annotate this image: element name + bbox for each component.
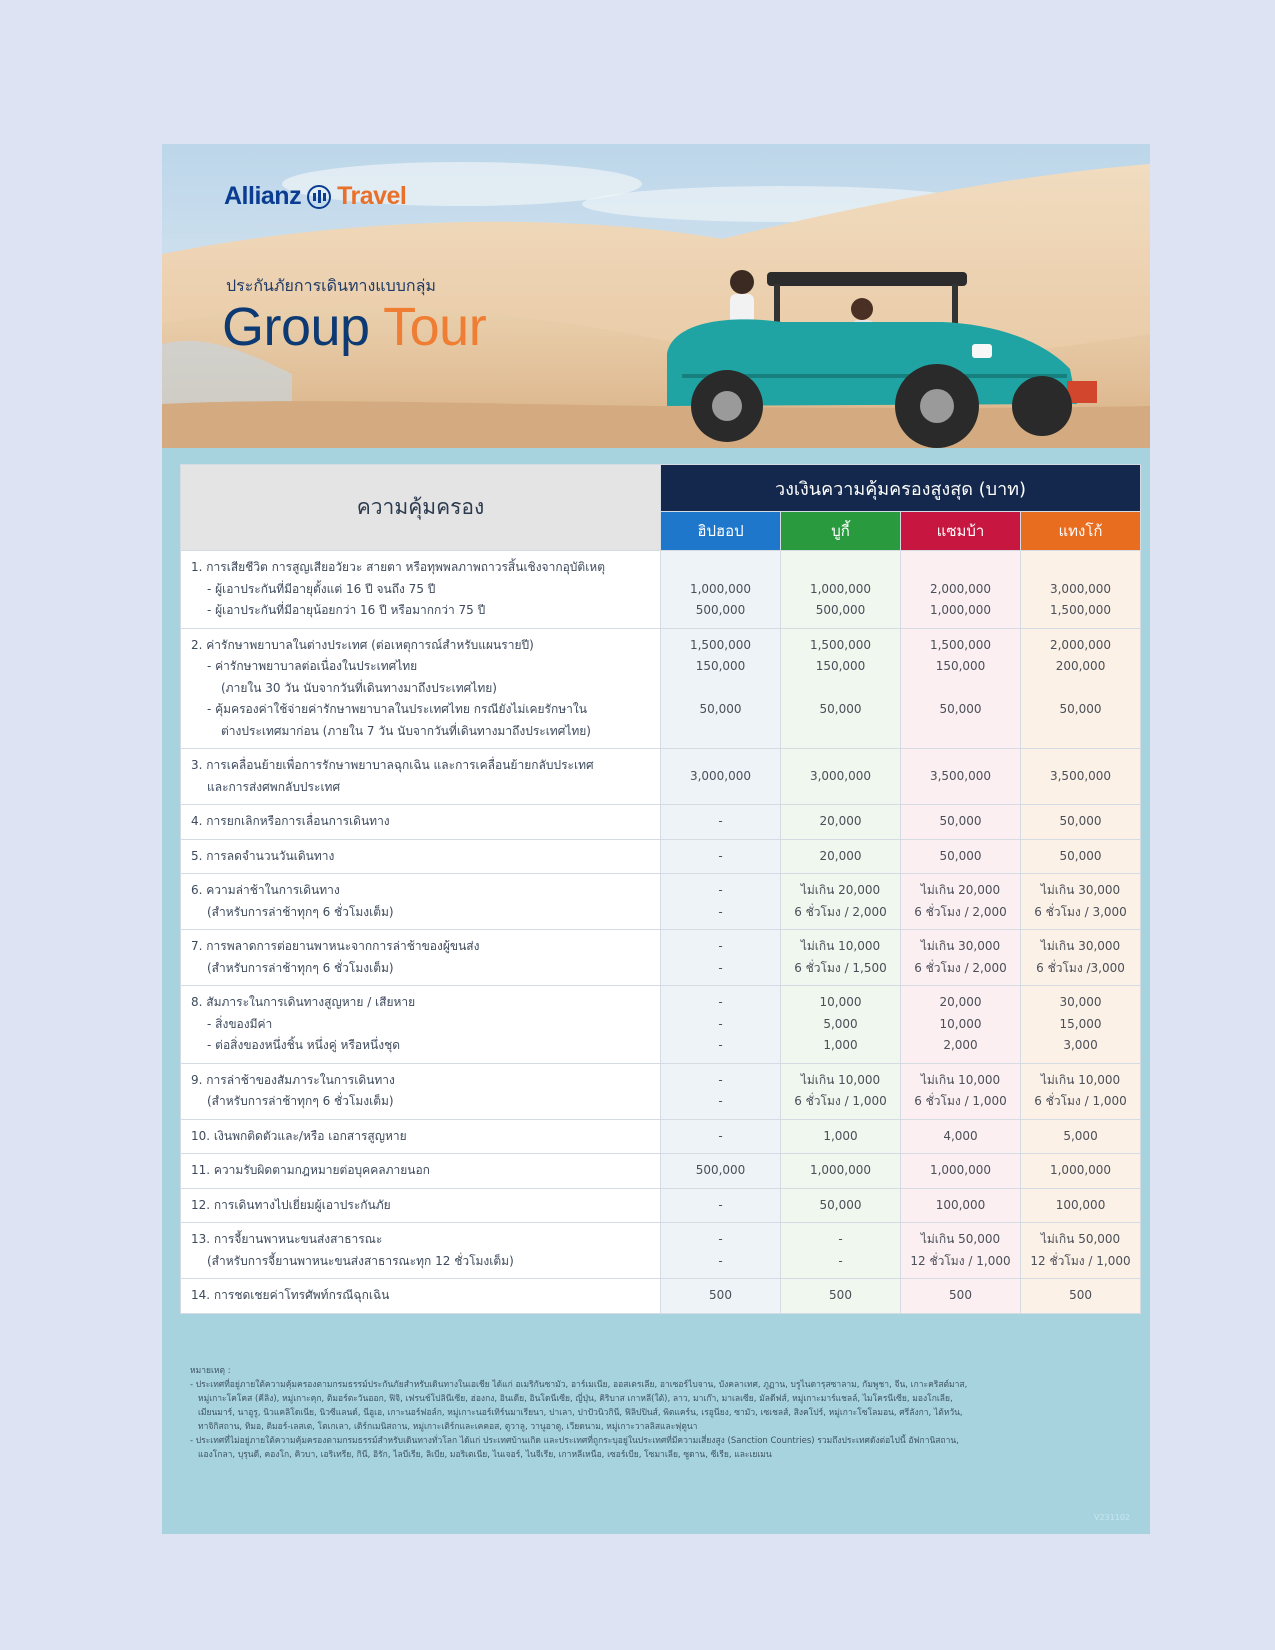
coverage-row [181,1279,1141,1314]
plan-value: 2,000 [943,1038,978,1052]
plan-value [663,557,778,579]
plan-value [903,678,1018,700]
plan-value: 500,000 [815,603,866,617]
coverage-description-line: (สำหรับการจี้ยานพาหนะขนส่งสาธารณะทุก 12 ชั่วโมงเต็ม) [207,1253,514,1268]
coverage-description-line: 2. ค่ารักษาพยาบาลในต่างประเทศ (ต่อเหตุการณ์สำหรับแผนรายปี) [191,637,534,652]
plan-value: 1,000,000 [929,1163,992,1177]
plan-header-tango: แทงโก้ [1021,512,1141,551]
plan-value-cell [781,628,901,749]
plan-value-cell [661,930,781,986]
plan-value: 5,000 [823,1016,858,1031]
coverage-row [181,1063,1141,1119]
plan-value: 1,000,000 [809,581,872,596]
coverage-description [181,986,661,1064]
plan-value: - [718,1253,723,1268]
plan-value: 10,000 [939,1016,982,1031]
plan-value-cell [1021,1279,1141,1314]
coverage-description-line: 3. การเคลื่อนย้ายเพื่อการรักษาพยาบาลฉุกเฉิน และการเคลื่อนย้ายกลับประเทศ [191,758,594,772]
title-tour: Tour [383,297,487,357]
plan-value-cell [1021,1223,1141,1279]
plan-value-cell [1021,1188,1141,1223]
plan-header-samba: แซมบ้า [901,512,1021,551]
footnote-line: ทาจิกิสถาน, ทิมอ, ติมอร์-เลสเต, โตเกเลา, เติร์กเมนิสถาน, หมู่เกาะเติร์กและเคคอส, ตูวาลู, วานูอาตู, เวียดนาม, หมู่เกาะวาลลิสและฟุตูนา [198,1422,698,1432]
allianz-travel-logo [224,182,406,211]
coverage-description-line: 5. การลดจำนวนวันเดินทาง [191,848,335,863]
plan-value: 1,000 [823,1038,858,1052]
plan-value-cell [1021,749,1141,805]
plan-value: 20,000 [819,848,862,863]
coverage-header: ความคุ้มครอง [181,465,661,551]
plan-value: 50,000 [699,702,742,716]
plan-value-cell [1021,1063,1141,1119]
plan-value: ไม่เกิน 10,000 [800,939,881,953]
plan-value: 6 ชั่วโมง / 1,500 [794,960,887,975]
coverage-description [181,1063,661,1119]
footnote-line: เมียนมาร์, นาอูรู, นิวแคลิโดเนีย, นิวซีแลนด์, นีอูเอ, เกาะนอร์ฟอล์ก, หมู่เกาะนอร์เทิร์นมาเรียนา, ปาเลา, ปาปัวนิวกินี, ฟิลิปปินส์, พิตแคร์น, เรอูนียง, ซามัว, เซเชลส์, สิงคโปร์, หมู่เกาะโซโลมอน, ศรีลังกา, ไต้หวัน, [198,1408,963,1418]
brochure-page [162,144,1150,1534]
plan-value: 3,500,000 [929,768,992,783]
footnotes [190,1364,1130,1462]
plan-value: ไม่เกิน 20,000 [920,883,1001,897]
document-code: V231102 [1093,1513,1130,1522]
coverage-table [180,464,1141,1314]
plan-value-cell [901,1223,1021,1279]
plan-value-cell [901,1188,1021,1223]
plan-header-hiphop: ฮิปฮอป [661,512,781,551]
plan-value [663,678,778,700]
coverage-description-line: - คุ้มครองค่าใช้จ่ายค่ารักษาพยาบาลในประเทศไทย กรณียังไม่เคยรักษาใน [207,702,587,716]
coverage-description-line: - ค่ารักษาพยาบาลต่อเนื่องในประเทศไทย [207,659,418,673]
plan-value: ไม่เกิน 30,000 [1040,883,1121,897]
plan-value: 50,000 [819,702,862,716]
plan-value-cell [781,930,901,986]
plan-value-cell [661,874,781,930]
plan-value: 50,000 [1059,702,1102,716]
plan-value [783,557,898,579]
plan-value: ไม่เกิน 10,000 [920,1072,1001,1087]
plan-value: 500 [949,1288,972,1302]
plan-value: 150,000 [815,659,866,673]
plan-value: 3,000,000 [809,768,872,783]
coverage-row [181,749,1141,805]
footnote-line: - ประเทศที่ไม่อยู่ภายใต้ความคุ้มครองตามกรมธรรม์สำหรับเดินทางทั่วโลก ได้แก่ ประเทศบ้านเกิด และประเทศที่ถูกระบุอยู่ในประเทศที่มีความเสี่ยงสูง (Sanction Countries) รวมถึงประเทศดังต่อไปนี้ อัฟกานิสถาน, [190,1436,959,1446]
plan-value-cell [1021,839,1141,874]
plan-value: ไม่เกิน 30,000 [920,939,1001,953]
plan-value: 6 ชั่วโมง / 3,000 [1034,904,1127,919]
plan-value: 50,000 [1059,814,1102,828]
coverage-description-line: - ผู้เอาประกันที่มีอายุตั้งแต่ 16 ปี จนถึง 75 ปี [207,581,436,596]
footnotes-title: หมายเหตุ : [190,1366,231,1376]
coverage-description [181,1188,661,1223]
plan-value-cell [901,805,1021,840]
coverage-row [181,551,1141,629]
title-group: Group [222,297,370,357]
plan-value: 6 ชั่วโมง / 1,000 [1034,1094,1127,1108]
coverage-description [181,749,661,805]
brand-allianz: Allianz [224,182,302,210]
plan-value: - [718,1232,723,1246]
plan-value: 500 [1069,1288,1092,1302]
max-coverage-header: วงเงินความคุ้มครองสูงสุด (บาท) [661,465,1141,512]
plan-value: - [718,814,723,828]
plan-value: 1,000,000 [689,581,752,596]
plan-value-cell [781,839,901,874]
plan-value: 3,000,000 [1049,581,1112,596]
plan-value-cell [661,1154,781,1189]
plan-value-cell [901,839,1021,874]
plan-value: 1,500,000 [1049,603,1112,617]
plan-value-cell [901,986,1021,1064]
footnote-line: หมู่เกาะโคโคส (คีลิง), หมู่เกาะคุก, ติมอร์ตะวันออก, ฟิจิ, เฟรนช์โปลินีเซีย, ฮ่องกง, อินเดีย, อินโดนีเซีย, ญี่ปุ่น, คิริบาส เกาหลี(ใต้), ลาว, มาเก๊า, มาเลเซีย, มัลดีฟส์, หมู่เกาะมาร์แชลล์, ไมโครนีเซีย, มองโกเลีย, [198,1394,953,1404]
coverage-description-line: ต่างประเทศมาก่อน (ภายใน 7 วัน นับจากวันที่เดินทางมาถึงประเทศไทย) [221,723,591,738]
plan-value-cell [661,1223,781,1279]
plan-value-cell [781,986,901,1064]
plan-value-cell [1021,986,1141,1064]
coverage-description-line: (ภายใน 30 วัน นับจากวันที่เดินทางมาถึงประเทศไทย) [221,680,497,695]
plan-value: 1,500,000 [809,637,872,652]
plan-value: ไม่เกิน 30,000 [1040,939,1121,953]
plan-value-cell [1021,1154,1141,1189]
plan-value: 50,000 [819,1197,862,1212]
coverage-description-line: (สำหรับการล่าช้าทุกๆ 6 ชั่วโมงเต็ม) [207,960,394,975]
plan-value-cell [661,805,781,840]
coverage-description-line: 8. สัมภาระในการเดินทางสูญหาย / เสียหาย [191,995,416,1009]
plan-value: 50,000 [1059,848,1102,863]
footnote-line: แองโกลา, บุรุนดี, คองโก, คิวบา, เอริเทรีย, กินี, อิรัก, ไลบีเรีย, ลิเบีย, มอริเตเนีย, ไนเจอร์, ไนจีเรีย, เกาหลีเหนือ, เซอร์เบีย, โซมาเลีย, ซูดาน, ซีเรีย, และเยเมน [198,1450,772,1460]
plan-value: 2,000,000 [1049,637,1112,652]
plan-value: 1,000,000 [1049,1163,1112,1177]
plan-value-cell [661,839,781,874]
plan-value: 3,500,000 [1049,768,1112,783]
plan-value-cell [901,749,1021,805]
plan-value: 2,000,000 [929,581,992,596]
coverage-description-line: - ผู้เอาประกันที่มีอายุน้อยกว่า 16 ปี หรือมากกว่า 75 ปี [207,603,486,617]
coverage-row [181,1188,1141,1223]
plan-value-cell [661,986,781,1064]
plan-value: - [718,848,723,863]
plan-value: - [718,995,723,1009]
plan-value: 1,000,000 [929,603,992,617]
plan-value-cell [661,1063,781,1119]
plan-value [903,721,1018,743]
plan-value-cell [781,1119,901,1154]
plan-value: 3,000,000 [689,768,752,783]
plan-value: - [718,1128,723,1143]
coverage-row [181,839,1141,874]
plan-value-cell [901,930,1021,986]
plan-value: 100,000 [1055,1197,1106,1212]
plan-value: 6 ชั่วโมง / 2,000 [914,960,1007,975]
coverage-row [181,930,1141,986]
plan-value: 500 [829,1288,852,1302]
coverage-description [181,930,661,986]
plan-value: 20,000 [939,995,982,1009]
plan-value: 3,000 [1063,1038,1098,1052]
coverage-table-wrapper [180,464,1140,1314]
plan-value: 200,000 [1055,659,1106,673]
plan-value: 6 ชั่วโมง / 2,000 [794,904,887,919]
plan-value-cell [1021,930,1141,986]
plan-value [1023,678,1138,700]
product-title [222,296,486,358]
plan-value-cell [781,1223,901,1279]
plan-value: 500,000 [695,1163,746,1177]
plan-value: 50,000 [939,848,982,863]
coverage-description-line: และการส่งศพกลับประเทศ [207,779,341,794]
coverage-description-line: 11. ความรับผิดตามกฎหมายต่อบุคคลภายนอก [191,1163,430,1177]
plan-value-cell [901,1279,1021,1314]
plan-value-cell [781,551,901,629]
plan-header-boogie: บูกี้ [781,512,901,551]
plan-value: - [718,939,723,953]
plan-value: 6 ชั่วโมง /3,000 [1036,960,1125,975]
coverage-row [181,874,1141,930]
plan-value: 1,000 [823,1128,858,1143]
plan-value: - [838,1253,843,1268]
coverage-description-line: 13. การจี้ยานพาหนะขนส่งสาธารณะ [191,1232,383,1246]
plan-value: - [718,1197,723,1212]
coverage-row [181,805,1141,840]
brand-travel: Travel [337,182,407,210]
plan-value: 150,000 [935,659,986,673]
allianz-eagle-icon [307,185,331,209]
plan-value: 15,000 [1059,1016,1102,1031]
plan-value-cell [901,551,1021,629]
plan-value: 50,000 [939,702,982,716]
plan-value-cell [1021,805,1141,840]
plan-value-cell [661,1279,781,1314]
plan-value-cell [1021,551,1141,629]
plan-value-cell [901,628,1021,749]
plan-value: - [718,960,723,975]
plan-value-cell [781,1188,901,1223]
plan-value: 6 ชั่วโมง / 1,000 [914,1094,1007,1108]
plan-value: - [718,1094,723,1108]
coverage-row [181,1119,1141,1154]
coverage-description [181,1119,661,1154]
coverage-description-line: 6. ความล่าช้าในการเดินทาง [191,883,340,897]
coverage-description-line: 1. การเสียชีวิต การสูญเสียอวัยวะ สายตา หรือทุพพลภาพถาวรสิ้นเชิงจากอุบัติเหตุ [191,560,606,574]
coverage-description-line: 7. การพลาดการต่อยานพาหนะจากการล่าช้าของผู้ขนส่ง [191,939,480,953]
plan-value-cell [661,1119,781,1154]
plan-value-cell [1021,628,1141,749]
plan-value-cell [901,1154,1021,1189]
plan-value-cell [781,749,901,805]
plan-value [783,678,898,700]
coverage-row [181,1154,1141,1189]
plan-value: 12 ชั่วโมง / 1,000 [1030,1253,1131,1268]
plan-value: ไม่เกิน 50,000 [920,1232,1001,1246]
plan-value-cell [901,1119,1021,1154]
plan-value-cell [781,1154,901,1189]
plan-value-cell [661,749,781,805]
plan-value: - [838,1232,843,1246]
coverage-description [181,1223,661,1279]
plan-value [663,721,778,743]
plan-value [1023,557,1138,579]
product-subtitle: ประกันภัยการเดินทางแบบกลุ่ม [226,276,436,295]
coverage-description-line: 4. การยกเลิกหรือการเลื่อนการเดินทาง [191,814,390,828]
coverage-row [181,1223,1141,1279]
coverage-row [181,628,1141,749]
plan-value: 500,000 [695,603,746,617]
plan-value: 1,500,000 [689,637,752,652]
plan-value: 5,000 [1063,1128,1098,1143]
plan-value: - [718,1016,723,1031]
coverage-description [181,839,661,874]
plan-value-cell [781,874,901,930]
plan-value: 10,000 [819,995,862,1009]
plan-value: 4,000 [943,1128,978,1143]
plan-value-cell [781,1279,901,1314]
plan-value: 1,000,000 [809,1163,872,1177]
plan-value [903,557,1018,579]
plan-value: ไม่เกิน 50,000 [1040,1232,1121,1246]
plan-value-cell [661,551,781,629]
coverage-description-line: 10. เงินพกติดตัวและ/หรือ เอกสารสูญหาย [191,1128,407,1143]
coverage-description-line: 9. การล่าช้าของสัมภาระในการเดินทาง [191,1072,395,1087]
plan-value-cell [781,1063,901,1119]
coverage-description-line: (สำหรับการล่าช้าทุกๆ 6 ชั่วโมงเต็ม) [207,1094,394,1108]
plan-value: 12 ชั่วโมง / 1,000 [910,1253,1011,1268]
plan-value: 100,000 [935,1197,986,1212]
plan-value: ไม่เกิน 10,000 [800,1072,881,1087]
plan-value-cell [661,1188,781,1223]
plan-value-cell [901,1063,1021,1119]
coverage-rows [181,551,1141,1314]
plan-value: ไม่เกิน 10,000 [1040,1072,1121,1087]
plan-value-cell [901,874,1021,930]
plan-value [1023,721,1138,743]
plan-value [783,721,898,743]
plan-value: 20,000 [819,814,862,828]
coverage-description [181,551,661,629]
plan-value-cell [1021,1119,1141,1154]
plan-value: 6 ชั่วโมง / 1,000 [794,1094,887,1108]
plan-value-cell [781,805,901,840]
coverage-row [181,986,1141,1064]
coverage-description-line: - สิ่งของมีค่า [207,1016,273,1031]
plan-value: - [718,1072,723,1087]
plan-value: 1,500,000 [929,637,992,652]
plan-value: 150,000 [695,659,746,673]
plan-value: 6 ชั่วโมง / 2,000 [914,904,1007,919]
coverage-description [181,1154,661,1189]
plan-value-cell [1021,874,1141,930]
coverage-description-line: 12. การเดินทางไปเยี่ยมผู้เอาประกันภัย [191,1197,391,1212]
plan-value: - [718,904,723,919]
plan-value: - [718,883,723,897]
coverage-description [181,805,661,840]
coverage-description [181,628,661,749]
plan-value: ไม่เกิน 20,000 [800,883,881,897]
coverage-description [181,874,661,930]
plan-value-cell [661,628,781,749]
hero-banner [162,144,1150,448]
coverage-description-line: 14. การชดเชยค่าโทรศัพท์กรณีฉุกเฉิน [191,1288,390,1302]
plan-value: 30,000 [1059,995,1102,1009]
plan-value: - [718,1038,723,1052]
coverage-description [181,1279,661,1314]
coverage-description-line: - ต่อสิ่งของหนึ่งชิ้น หนึ่งคู่ หรือหนึ่งชุด [207,1038,401,1052]
coverage-description-line: (สำหรับการล่าช้าทุกๆ 6 ชั่วโมงเต็ม) [207,904,394,919]
footnotes-body [190,1378,1130,1462]
plan-value: 50,000 [939,814,982,828]
plan-value: 500 [709,1288,732,1302]
footnote-line: - ประเทศที่อยู่ภายใต้ความคุ้มครองตามกรมธรรม์ประกันภัยสำหรับเดินทางในเอเชีย ได้แก่ อเมริกันซามัว, อาร์เมเนีย, ออสเตรเลีย, อาเซอร์ไบจาน, บังคลาเทศ, ภูฏาน, บรูไนดารุสซาลาม, กัมพูชา, จีน, เกาะคริสต์มาส, [190,1380,968,1390]
